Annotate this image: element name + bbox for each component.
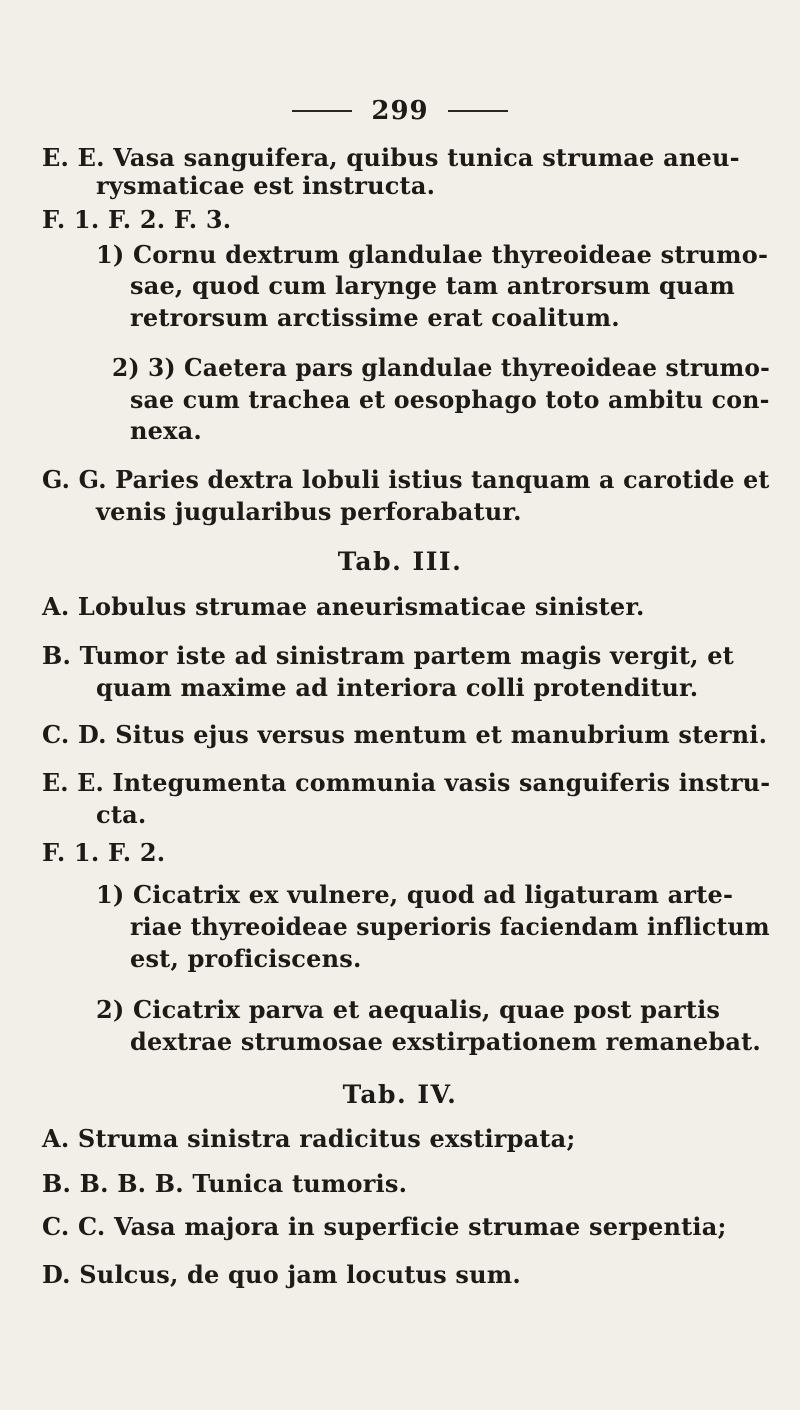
text-line: F. 1. F. 2. F. 3. [42,205,232,234]
table-heading: Tab. IV. [342,1080,458,1109]
text-line: A. Struma sinistra radicitus exstirpata; [42,1124,576,1153]
text-line: 1) Cornu dextrum glandulae thyreoideae strumo- [96,240,769,269]
text-line: B. Tumor iste ad sinistram partem magis vergit, et [42,641,734,670]
text-line: E. E. Integumenta communia vasis sanguiferis instru- [42,768,771,797]
text-line: sae cum trachea et oesophago toto ambitu con- [130,385,770,414]
text-line: quam maxime ad interiora colli protenditur. [96,673,699,702]
header-rule-right [448,110,508,112]
text-line: D. Sulcus, de quo jam locutus sum. [42,1260,521,1289]
text-line: G. G. Paries dextra lobuli istius tanquam a carotide et [42,465,770,494]
text-line: 2) Cicatrix parva et aequalis, quae post partis [96,995,721,1024]
text-line: C. C. Vasa majora in superficie strumae serpentia; [42,1212,727,1241]
text-line: riae thyreoideae superioris faciendam inflictum [130,912,770,941]
text-line: venis jugularibus perforabatur. [96,497,522,526]
text-line: 2) 3) Caetera pars glandulae thyreoideae strumo- [112,353,771,382]
text-line: C. D. Situs ejus versus mentum et manubrium sterni. [42,720,768,749]
text-line: A. Lobulus strumae aneurismaticae sinister. [42,592,645,621]
text-line: est, proficiscens. [130,944,362,973]
header-rule-left [292,110,352,112]
page-number: 299 [371,96,429,126]
text-line: F. 1. F. 2. [42,838,166,867]
text-line: E. E. Vasa sanguifera, quibus tunica strumae aneu- [42,143,740,172]
text-line: rysmaticae est instructa. [96,171,436,200]
page-header [0,96,800,126]
text-line: cta. [96,800,147,829]
table-heading: Tab. III. [337,547,463,576]
text-line: 1) Cicatrix ex vulnere, quod ad ligaturam arte- [96,880,734,909]
text-line: B. B. B. B. Tunica tumoris. [42,1169,408,1198]
text-line: sae, quod cum larynge tam antrorsum quam [130,271,735,300]
text-line: dextrae strumosae exstirpationem remanebat. [130,1027,761,1056]
text-line: nexa. [130,416,202,445]
text-line: retrorsum arctissime erat coalitum. [130,303,620,332]
